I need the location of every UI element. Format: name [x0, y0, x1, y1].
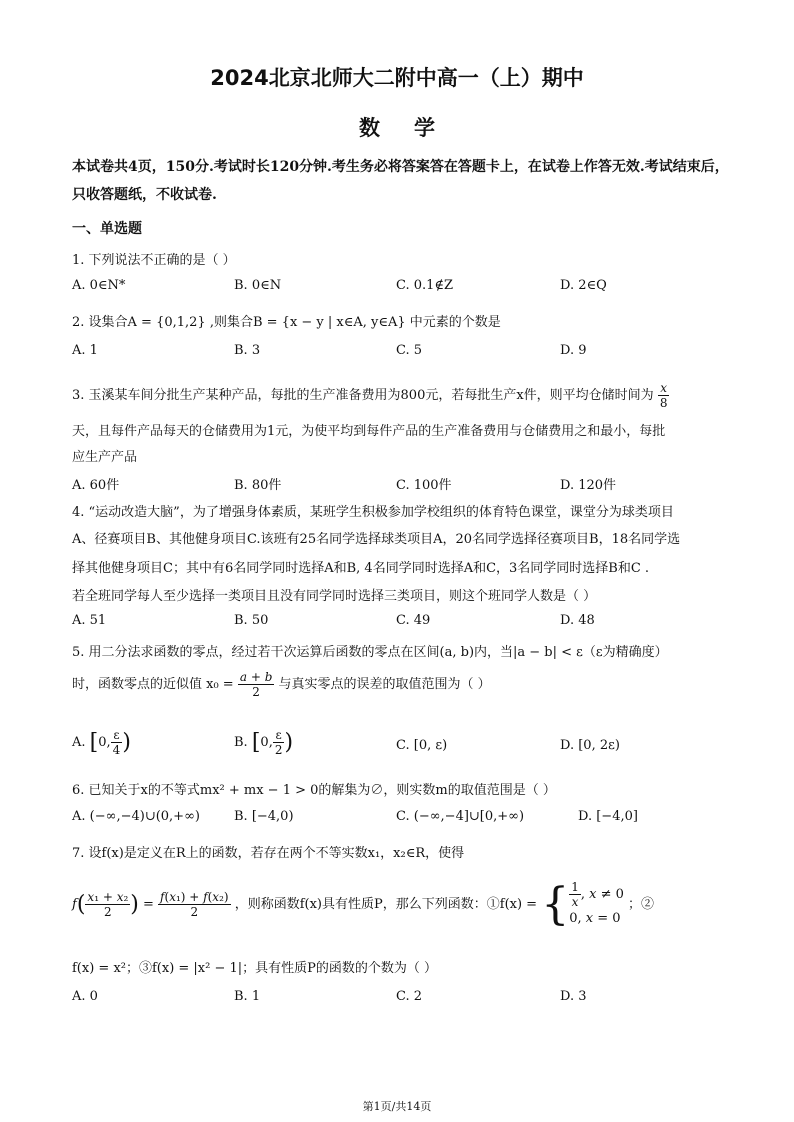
q7-option-c: C. 2: [396, 989, 423, 1004]
q3-line-1: [72, 381, 669, 410]
exam-title: 2024北京北师大二附中高一（上）期中: [210, 66, 584, 90]
q7-line-3: f(x) = x²；③f(x) = |x² − 1|；具有性质P的函数的个数为（ ）: [72, 961, 438, 976]
q5-line-2: [72, 670, 491, 699]
q4-line-4: 若全班同学每人至少选择一类项目且没有同学同时选择三类项目，则这个班同学人数是（ ）: [72, 589, 597, 604]
q7-line-1: 7. 设f(x)是定义在R上的函数，若存在两个不等实数x₁，x₂∈R，使得: [72, 846, 465, 861]
q3-option-a: A. 60件: [72, 478, 120, 493]
q4-line-2: A、径赛项目B、其他健身项目C.该班有25名同学选择球类项目A，20名同学选择径赛项目B，18名同学选: [72, 532, 681, 547]
q1-stem: 1. 下列说法不正确的是（ ）: [72, 253, 236, 268]
q2-option-c: C. 5: [396, 343, 423, 358]
q4-option-c: C. 49: [396, 613, 431, 628]
exam-instructions: 本试卷共4页，150分.考试时长120分钟.考生务必将答案答在答题卡上，在试卷上作答无效.考试结束后，只收答题纸，不收试卷.: [72, 159, 729, 203]
q4-option-b: B. 50: [234, 613, 269, 628]
q2-option-d: D. 9: [560, 343, 587, 358]
q7-option-a: A. 0: [72, 989, 98, 1004]
q5-option-c: C. [0, ε): [396, 738, 448, 753]
q6-option-b: B. [−4,0): [234, 809, 294, 824]
q7-text-b: ，则称函数f(x)具有性质P，那么下列函数：①f(x) =: [234, 897, 538, 912]
q7-line-2: f( $\frac{\text{x₁ + x₂}}{2}$ ) = $\frac{\text{f(x₁) + f(x₂)}}{2}$ ，则称函数f(x)具有性质P，那么下列函数：①f(x) = { $\frac{1}{x}$ , x ≠ 0 0, x = 0 ；②: [72, 878, 655, 930]
q3-line-2: 天，且每件产品每天的仓储费用为1元，为使平均到每件产品的生产准备费用与仓储费用之和最小，每批: [72, 424, 666, 439]
q4-option-d: D. 48: [560, 613, 595, 628]
q3-option-c: C. 100件: [396, 478, 452, 493]
q3-option-b: B. 80件: [234, 478, 282, 493]
q1-option-c: C. 0.1∉Z: [396, 278, 454, 293]
q2-stem: 2. 设集合A = {0,1,2} ,则集合B = {x − y | x∈A, y∈A} 中元素的个数是: [72, 315, 501, 330]
q4-line-1: 4. “运动改造大脑”，为了增强身体素质，某班学生积极参加学校组织的体育特色课堂，课堂分为球类项目: [72, 505, 674, 520]
section-heading: 一、单选题: [72, 221, 142, 237]
q4-line-3: 择其他健身项目C；其中有6名同学同时选择A和B, 4名同学同时选择A和C，3名同学同时选择B和C .: [72, 561, 650, 576]
subject-title: 数学: [359, 116, 469, 140]
q5-option-a: A. [0, $\frac{\varepsilon}{4}$ ): [72, 728, 131, 757]
q5-text-b: 与真实零点的误差的取值范围为（ ）: [278, 677, 491, 692]
q2-option-a: A. 1: [72, 343, 98, 358]
q3-line-3: 应生产产品: [72, 450, 138, 465]
q5-option-d: D. [0, 2ε): [560, 738, 620, 753]
q1-option-a: A. 0∈N*: [72, 278, 126, 293]
q5-option-b: B. [0, $\frac{\varepsilon}{2}$ ): [234, 728, 294, 757]
q7-option-d: D. 3: [560, 989, 587, 1004]
fraction-a-plus-b-over-2: $\frac{a + b}{2}$: [239, 670, 273, 699]
q7-text-c: ；②: [628, 897, 655, 912]
q6-option-d: D. [−4,0]: [578, 809, 638, 824]
q4-option-a: A. 51: [72, 613, 107, 628]
q2-option-b: B. 3: [234, 343, 261, 358]
fraction-x-over-8: $\frac{x}{8}$: [659, 381, 668, 410]
q7-option-b: B. 1: [234, 989, 261, 1004]
q6-stem: 6. 已知关于x的不等式mx² + mx − 1 > 0的解集为∅，则实数m的取值范围是（ ）: [72, 783, 556, 798]
q5-option-b-label: B.: [234, 735, 248, 750]
q1-option-d: D. 2∈Q: [560, 278, 607, 293]
page-footer: 第1页/共14页: [362, 1100, 432, 1113]
q6-option-c: C. (−∞,−4]∪[0,+∞): [396, 809, 525, 824]
q5-text-a: 时，函数零点的近似值 x₀ =: [72, 677, 234, 692]
q6-option-a: A. (−∞,−4)∪(0,+∞): [72, 809, 200, 824]
q3-option-d: D. 120件: [560, 478, 617, 493]
q5-line-1: 5. 用二分法求函数的零点，经过若干次运算后函数的零点在区间(a, b)内，当|a − b| < ε（ε为精确度）: [72, 645, 668, 660]
q3-text-1: 3. 玉溪某车间分批生产某种产品，每批的生产准备费用为800元，若每批生产x件，则平均仓储时间为: [72, 388, 654, 403]
q1-option-b: B. 0∈N: [234, 278, 282, 293]
q5-option-a-label: A.: [72, 735, 86, 750]
